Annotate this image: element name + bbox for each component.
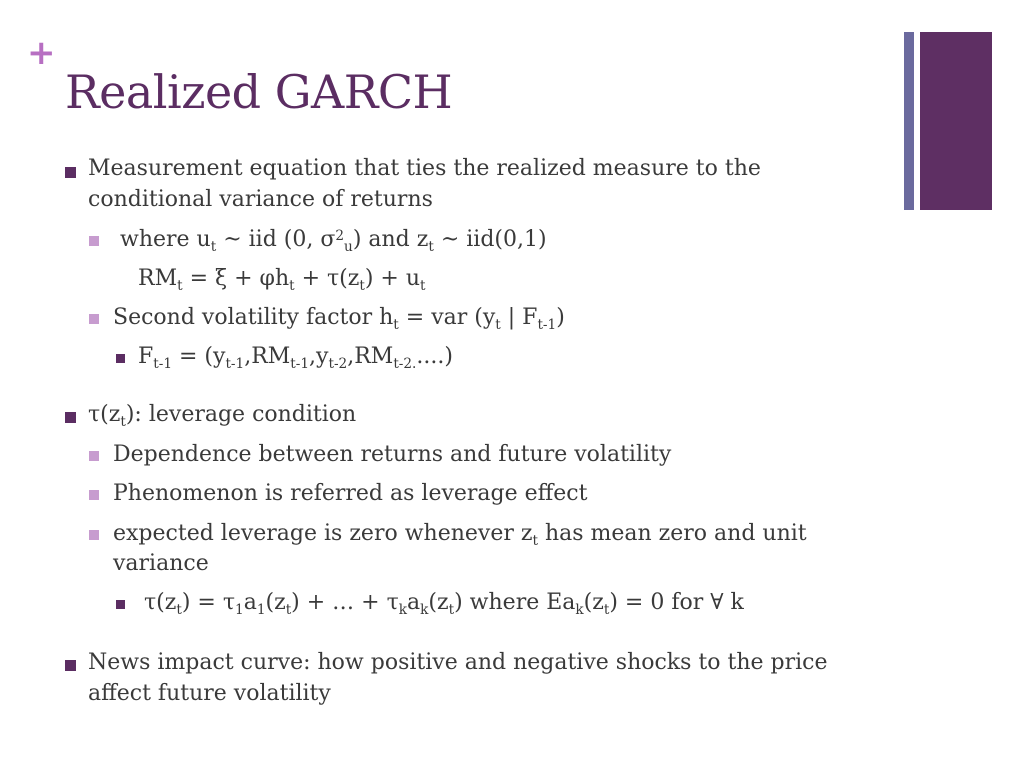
bullet-square-icon — [65, 167, 76, 178]
bullet-square-icon — [89, 451, 99, 461]
f-definition: $F_{t-1} = (y_{t-1},RM_{t-1},y_{t-2},RM_{t-2.}....)$ — [138, 344, 453, 372]
rm-equation: $RM_t = \xi + \varphi h_t + \tau(z_t) + u_t$ — [138, 266, 426, 294]
phenomenon-text: Phenomenon is referred as leverage effect — [113, 481, 588, 506]
decorative-bar-thin — [904, 32, 914, 210]
expected-leverage-line2: variance — [113, 551, 209, 576]
decorative-bar-thick — [920, 32, 992, 210]
plus-icon: + — [27, 33, 56, 73]
bullet-square-icon — [116, 354, 125, 363]
tau-expansion-equation: $\tau(z_t) = \tau_1a_1(z_t)$ + … + $\tau_ka_k(z_t)$ where $Ea_k(z_t) = 0$ for ∀ k — [144, 590, 744, 618]
bullet-leverage-condition: $\tau(z_t)$: leverage condition — [88, 402, 357, 430]
bullet-square-icon — [89, 530, 99, 540]
bullet-measurement-line2: conditional variance of returns — [88, 187, 433, 212]
slide-title: Realized GARCH — [65, 65, 453, 119]
dependence-text: Dependence between returns and future volatility — [113, 442, 672, 467]
bullet-news-impact-line2: affect future volatility — [88, 681, 331, 706]
bullet-square-icon — [89, 314, 99, 324]
second-volatility-text: Second volatility factor $h_t$ = var ($y_t$ | $F_{t-1}$) — [113, 305, 565, 333]
bullet-news-impact-line1: News impact curve: how positive and negative shocks to the price — [88, 650, 828, 675]
bullet-square-icon — [89, 490, 99, 500]
expected-leverage-line1: expected leverage is zero whenever $z_t$ has mean zero and unit — [113, 521, 807, 549]
bullet-measurement-line1: Measurement equation that ties the realized measure to the — [88, 156, 761, 181]
bullet-square-icon — [65, 660, 76, 671]
bullet-square-icon — [65, 412, 76, 423]
bullet-square-icon — [89, 236, 99, 246]
bullet-square-icon — [116, 600, 125, 609]
where-distribution-text: where $u_t$ ~ iid (0, $\sigma^2_u$) and $z_t$ ~ iid(0,1) — [120, 227, 547, 255]
